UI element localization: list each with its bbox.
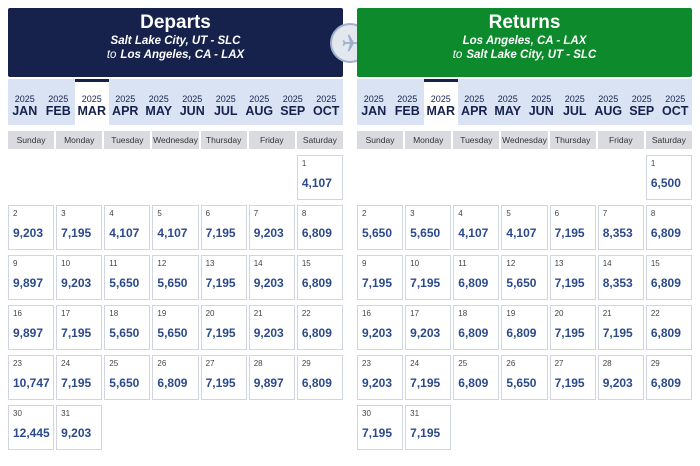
- month-year: 2025: [48, 94, 69, 104]
- day-number: 21: [602, 309, 612, 318]
- departs-day-cell-17[interactable]: [56, 305, 102, 350]
- day-price: 7,195: [362, 426, 393, 440]
- day-number: 28: [602, 359, 612, 368]
- day-number: 30: [362, 409, 371, 418]
- departs-month-tab-mar[interactable]: [75, 79, 109, 125]
- day-price: 7,195: [554, 276, 585, 290]
- day-number: 30: [13, 409, 22, 418]
- day-number: 23: [13, 359, 22, 368]
- departs-day-cell-29[interactable]: [297, 355, 343, 400]
- returns-day-cell-1[interactable]: [646, 155, 692, 200]
- day-price: 6,809: [157, 376, 188, 390]
- day-price: 4,107: [506, 226, 537, 240]
- day-number: 25: [109, 359, 119, 368]
- returns-header: [357, 8, 692, 77]
- weekday-tuesday: Tuesday: [104, 131, 150, 149]
- departs-day-cell-9[interactable]: [8, 255, 54, 300]
- day-price: 12,445: [13, 426, 50, 440]
- day-number: 5: [506, 209, 511, 218]
- returns-day-cell-15[interactable]: [646, 255, 692, 300]
- departs-day-cell-6[interactable]: [201, 205, 247, 250]
- day-price: 7,195: [61, 226, 92, 240]
- day-number: 6: [205, 209, 211, 218]
- day-price: 9,203: [61, 276, 92, 290]
- empty-day-cell: [8, 155, 54, 200]
- month-label: JUN: [528, 104, 554, 118]
- month-year: 2025: [282, 94, 303, 104]
- departs-day-cell-2[interactable]: [8, 205, 54, 250]
- month-year: 2025: [14, 94, 35, 104]
- day-number: 7: [602, 209, 608, 218]
- month-label: JUN: [179, 104, 205, 118]
- month-year: 2025: [531, 94, 552, 104]
- departs-month-tab-feb[interactable]: [42, 79, 76, 125]
- returns-month-tab-apr[interactable]: [458, 79, 492, 125]
- day-price: 5,650: [410, 226, 441, 240]
- weekday-monday: Monday: [405, 131, 451, 149]
- day-number: 5: [157, 209, 162, 218]
- day-number: 17: [61, 309, 71, 318]
- day-price: 6,809: [650, 226, 681, 240]
- returns-month-tab-aug[interactable]: [592, 79, 626, 125]
- day-number: 25: [458, 359, 468, 368]
- month-year: 2025: [497, 94, 518, 104]
- returns-day-cell-20[interactable]: [550, 305, 596, 350]
- day-number: 29: [650, 359, 660, 368]
- empty-day-cell: [201, 155, 247, 200]
- weekday-friday: Friday: [249, 131, 295, 149]
- month-year: 2025: [249, 94, 270, 104]
- departs-day-cell-18[interactable]: [104, 305, 150, 350]
- day-price: 9,203: [602, 376, 633, 390]
- departs-month-tab-jan[interactable]: [8, 79, 42, 125]
- returns-day-cell-31[interactable]: [405, 405, 451, 450]
- day-number: 13: [205, 259, 215, 268]
- departs-month-tab-apr[interactable]: [109, 79, 143, 125]
- returns-month-tab-jul[interactable]: [558, 79, 592, 125]
- empty-day-cell: [501, 155, 547, 200]
- empty-day-cell: [249, 155, 295, 200]
- month-label: MAR: [77, 104, 106, 118]
- day-price: 7,195: [602, 326, 633, 340]
- day-price: 7,195: [554, 226, 585, 240]
- returns-month-tab-mar[interactable]: [424, 79, 458, 125]
- day-price: 6,809: [301, 326, 332, 340]
- departs-day-cell-14[interactable]: [249, 255, 295, 300]
- departs-day-cell-31[interactable]: [56, 405, 102, 450]
- returns-month-tab-jan[interactable]: [357, 79, 391, 125]
- returns-title: Returns: [488, 12, 561, 33]
- weekday-saturday: Saturday: [297, 131, 343, 149]
- departs-day-cell-22[interactable]: [297, 305, 343, 350]
- weekday-wednesday: Wednesday: [501, 131, 547, 149]
- returns-day-cell-2[interactable]: [357, 205, 403, 250]
- returns-day-cell-28[interactable]: [598, 355, 644, 400]
- day-price: 9,897: [253, 376, 284, 390]
- returns-day-cell-17[interactable]: [405, 305, 451, 350]
- day-number: 26: [157, 359, 167, 368]
- returns-day-cell-19[interactable]: [501, 305, 547, 350]
- day-price: 10,747: [13, 376, 50, 390]
- departs-weekday-header: [8, 131, 343, 149]
- month-year: 2025: [397, 94, 418, 104]
- day-number: 31: [410, 409, 420, 418]
- month-year: 2025: [430, 94, 451, 104]
- departs-day-cell-21[interactable]: [249, 305, 295, 350]
- empty-day-cell: [152, 155, 198, 200]
- departs-day-cell-8[interactable]: [297, 205, 343, 250]
- day-price: 4,107: [157, 226, 188, 240]
- departs-day-cell-3[interactable]: [56, 205, 102, 250]
- day-price: 8,353: [602, 276, 633, 290]
- month-label: APR: [112, 104, 139, 118]
- departs-panel: [8, 8, 343, 450]
- day-price: 7,195: [554, 376, 585, 390]
- day-number: 7: [253, 209, 259, 218]
- returns-day-cell-9[interactable]: [357, 255, 403, 300]
- empty-day-cell: [550, 155, 596, 200]
- day-price: 7,195: [205, 226, 236, 240]
- day-number: 18: [109, 309, 119, 318]
- month-year: 2025: [148, 94, 169, 104]
- day-price: 6,809: [506, 326, 537, 340]
- returns-day-cell-22[interactable]: [646, 305, 692, 350]
- departs-day-cell-28[interactable]: [249, 355, 295, 400]
- day-price: 7,195: [205, 326, 236, 340]
- day-number: 29: [301, 359, 311, 368]
- weekday-saturday: Saturday: [646, 131, 692, 149]
- day-number: 8: [301, 209, 307, 218]
- day-number: 12: [506, 259, 516, 268]
- day-number: 1: [650, 159, 656, 168]
- empty-day-cell: [56, 155, 102, 200]
- day-number: 21: [253, 309, 263, 318]
- departs-day-cell-26[interactable]: [152, 355, 198, 400]
- returns-month-tab-feb[interactable]: [391, 79, 425, 125]
- returns-day-cell-7[interactable]: [598, 205, 644, 250]
- departs-day-cell-27[interactable]: [201, 355, 247, 400]
- returns-day-cell-30[interactable]: [357, 405, 403, 450]
- day-number: 6: [554, 209, 560, 218]
- day-price: 6,809: [301, 376, 332, 390]
- day-number: 2: [13, 209, 18, 218]
- day-number: 3: [410, 209, 415, 218]
- month-label: JAN: [12, 104, 38, 118]
- returns-day-cell-25[interactable]: [453, 355, 499, 400]
- day-number: 16: [13, 309, 22, 318]
- departs-day-cell-11[interactable]: [104, 255, 150, 300]
- day-number: 16: [362, 309, 371, 318]
- returns-day-cell-29[interactable]: [646, 355, 692, 400]
- day-number: 14: [253, 259, 263, 268]
- day-price: 5,650: [109, 276, 140, 290]
- day-number: 22: [301, 309, 311, 318]
- departs-day-cell-10[interactable]: [56, 255, 102, 300]
- day-price: 9,203: [13, 226, 44, 240]
- day-number: 28: [253, 359, 263, 368]
- day-price: 6,809: [458, 326, 489, 340]
- departs-day-cell-1[interactable]: [297, 155, 343, 200]
- day-number: 15: [301, 259, 311, 268]
- returns-month-tab-oct[interactable]: [659, 79, 693, 125]
- returns-day-cell-5[interactable]: [501, 205, 547, 250]
- departs-day-cell-30[interactable]: [8, 405, 54, 450]
- empty-day-cell: [104, 155, 150, 200]
- day-number: 2: [362, 209, 367, 218]
- returns-calendar-grid: [357, 155, 692, 450]
- day-number: 27: [554, 359, 564, 368]
- day-price: 9,203: [253, 226, 284, 240]
- returns-day-cell-16[interactable]: [357, 305, 403, 350]
- returns-day-cell-8[interactable]: [646, 205, 692, 250]
- returns-day-cell-12[interactable]: [501, 255, 547, 300]
- day-number: 20: [554, 309, 564, 318]
- departs-calendar-grid: [8, 155, 343, 450]
- month-label: MAR: [426, 104, 455, 118]
- departs-day-cell-12[interactable]: [152, 255, 198, 300]
- month-label: FEB: [394, 104, 420, 118]
- day-price: 7,195: [61, 326, 92, 340]
- departs-to-word: to: [106, 49, 117, 61]
- month-year: 2025: [316, 94, 337, 104]
- month-label: MAY: [145, 104, 173, 118]
- returns-month-tabs: [357, 79, 692, 125]
- empty-day-cell: [357, 155, 403, 200]
- returns-month-tab-sep[interactable]: [625, 79, 659, 125]
- day-price: 7,195: [554, 326, 585, 340]
- day-price: 5,650: [157, 326, 188, 340]
- day-price: 6,809: [458, 276, 489, 290]
- day-price: 9,203: [362, 376, 393, 390]
- day-number: 3: [61, 209, 66, 218]
- day-price: 6,809: [301, 226, 332, 240]
- day-price: 6,809: [301, 276, 332, 290]
- returns-weekday-header: [357, 131, 692, 149]
- day-price: 7,195: [410, 376, 441, 390]
- day-price: 4,107: [301, 176, 332, 190]
- day-number: 13: [554, 259, 564, 268]
- weekday-sunday: Sunday: [8, 131, 54, 149]
- departs-day-cell-7[interactable]: [249, 205, 295, 250]
- month-label: MAY: [494, 104, 522, 118]
- day-number: 17: [410, 309, 420, 318]
- returns-to-word: to: [452, 49, 463, 61]
- weekday-sunday: Sunday: [357, 131, 403, 149]
- returns-origin: Los Angeles, CA - LAX: [462, 35, 587, 47]
- departs-title: Departs: [140, 12, 211, 33]
- month-year: 2025: [215, 94, 236, 104]
- departs-month-tab-jun[interactable]: [176, 79, 210, 125]
- day-price: 4,107: [458, 226, 489, 240]
- month-label: AUG: [245, 104, 274, 118]
- day-price: 6,500: [650, 176, 681, 190]
- weekday-wednesday: Wednesday: [152, 131, 198, 149]
- returns-day-cell-18[interactable]: [453, 305, 499, 350]
- day-number: 9: [13, 259, 18, 268]
- day-number: 24: [410, 359, 420, 368]
- returns-day-cell-10[interactable]: [405, 255, 451, 300]
- month-label: AUG: [594, 104, 623, 118]
- weekday-thursday: Thursday: [550, 131, 596, 149]
- departs-month-tab-oct[interactable]: [310, 79, 344, 125]
- empty-day-cell: [405, 155, 451, 200]
- departs-destination: Los Angeles, CA - LAX: [120, 49, 245, 61]
- day-price: 7,195: [410, 426, 441, 440]
- returns-destination-line: [357, 48, 692, 62]
- day-number: 26: [506, 359, 516, 368]
- day-number: 19: [157, 309, 167, 318]
- day-price: 9,897: [13, 326, 44, 340]
- day-number: 11: [109, 259, 118, 268]
- departs-day-cell-15[interactable]: [297, 255, 343, 300]
- day-price: 5,650: [157, 276, 188, 290]
- departs-day-cell-4[interactable]: [104, 205, 150, 250]
- returns-day-cell-24[interactable]: [405, 355, 451, 400]
- day-price: 8,353: [602, 226, 633, 240]
- day-number: 9: [362, 259, 367, 268]
- returns-day-cell-4[interactable]: [453, 205, 499, 250]
- returns-day-cell-27[interactable]: [550, 355, 596, 400]
- day-number: 22: [650, 309, 660, 318]
- day-price: 7,195: [205, 376, 236, 390]
- month-year: 2025: [464, 94, 485, 104]
- day-price: 9,897: [13, 276, 44, 290]
- month-year: 2025: [81, 94, 102, 104]
- month-year: 2025: [631, 94, 652, 104]
- day-price: 5,650: [109, 376, 140, 390]
- departs-month-tab-jul[interactable]: [209, 79, 243, 125]
- departs-month-tab-aug[interactable]: [243, 79, 277, 125]
- departs-origin: Salt Lake City, UT - SLC: [110, 35, 241, 47]
- departs-destination-line: [8, 48, 343, 62]
- day-number: 1: [301, 159, 307, 168]
- month-year: 2025: [665, 94, 686, 104]
- month-label: SEP: [280, 104, 306, 118]
- day-number: 24: [61, 359, 71, 368]
- departs-day-cell-25[interactable]: [104, 355, 150, 400]
- returns-panel: [357, 8, 692, 450]
- day-number: 18: [458, 309, 468, 318]
- day-number: 19: [506, 309, 516, 318]
- day-price: 9,203: [61, 426, 92, 440]
- day-price: 4,107: [109, 226, 140, 240]
- day-price: 6,809: [650, 326, 681, 340]
- day-price: 5,650: [506, 376, 537, 390]
- month-year: 2025: [564, 94, 585, 104]
- departs-day-cell-16[interactable]: [8, 305, 54, 350]
- day-number: 27: [205, 359, 215, 368]
- departs-day-cell-19[interactable]: [152, 305, 198, 350]
- month-label: APR: [461, 104, 488, 118]
- day-number: 20: [205, 309, 215, 318]
- departs-header: [8, 8, 343, 77]
- weekday-tuesday: Tuesday: [453, 131, 499, 149]
- departs-day-cell-20[interactable]: [201, 305, 247, 350]
- weekday-friday: Friday: [598, 131, 644, 149]
- day-price: 5,650: [109, 326, 140, 340]
- weekday-monday: Monday: [56, 131, 102, 149]
- returns-month-tab-jun[interactable]: [525, 79, 559, 125]
- returns-month-tab-may[interactable]: [491, 79, 525, 125]
- month-label: JAN: [361, 104, 387, 118]
- month-label: JUL: [213, 104, 238, 118]
- day-number: 23: [362, 359, 371, 368]
- month-label: JUL: [562, 104, 587, 118]
- month-label: OCT: [313, 104, 340, 118]
- day-price: 9,203: [410, 326, 441, 340]
- departs-month-tab-sep[interactable]: [276, 79, 310, 125]
- day-number: 10: [61, 259, 71, 268]
- day-price: 6,809: [650, 276, 681, 290]
- empty-day-cell: [453, 155, 499, 200]
- day-price: 7,195: [362, 276, 393, 290]
- empty-day-cell: [598, 155, 644, 200]
- departs-month-tabs: [8, 79, 343, 125]
- returns-day-cell-21[interactable]: [598, 305, 644, 350]
- returns-day-cell-11[interactable]: [453, 255, 499, 300]
- day-number: 4: [458, 209, 463, 218]
- month-year: 2025: [115, 94, 136, 104]
- returns-day-cell-3[interactable]: [405, 205, 451, 250]
- day-number: 11: [458, 259, 467, 268]
- day-price: 7,195: [410, 276, 441, 290]
- day-price: 7,195: [205, 276, 236, 290]
- day-number: 10: [410, 259, 420, 268]
- day-price: 5,650: [362, 226, 393, 240]
- month-year: 2025: [363, 94, 384, 104]
- day-number: 31: [61, 409, 71, 418]
- day-price: 9,203: [362, 326, 393, 340]
- returns-day-cell-14[interactable]: [598, 255, 644, 300]
- day-price: 9,203: [253, 276, 284, 290]
- month-label: OCT: [662, 104, 689, 118]
- month-label: FEB: [45, 104, 71, 118]
- departs-day-cell-23[interactable]: [8, 355, 54, 400]
- departs-month-tab-may[interactable]: [142, 79, 176, 125]
- returns-day-cell-23[interactable]: [357, 355, 403, 400]
- day-price: 5,650: [506, 276, 537, 290]
- departs-day-cell-24[interactable]: [56, 355, 102, 400]
- returns-day-cell-13[interactable]: [550, 255, 596, 300]
- day-number: 4: [109, 209, 114, 218]
- month-year: 2025: [182, 94, 203, 104]
- departs-day-cell-5[interactable]: [152, 205, 198, 250]
- day-price: 6,809: [650, 376, 681, 390]
- returns-day-cell-6[interactable]: [550, 205, 596, 250]
- day-number: 14: [602, 259, 612, 268]
- day-price: 7,195: [61, 376, 92, 390]
- returns-destination: Salt Lake City, UT - SLC: [466, 49, 597, 61]
- month-year: 2025: [598, 94, 619, 104]
- month-label: SEP: [629, 104, 655, 118]
- day-price: 6,809: [458, 376, 489, 390]
- day-number: 8: [650, 209, 656, 218]
- day-number: 15: [650, 259, 660, 268]
- day-number: 12: [157, 259, 167, 268]
- weekday-thursday: Thursday: [201, 131, 247, 149]
- day-price: 9,203: [253, 326, 284, 340]
- returns-day-cell-26[interactable]: [501, 355, 547, 400]
- departs-day-cell-13[interactable]: [201, 255, 247, 300]
